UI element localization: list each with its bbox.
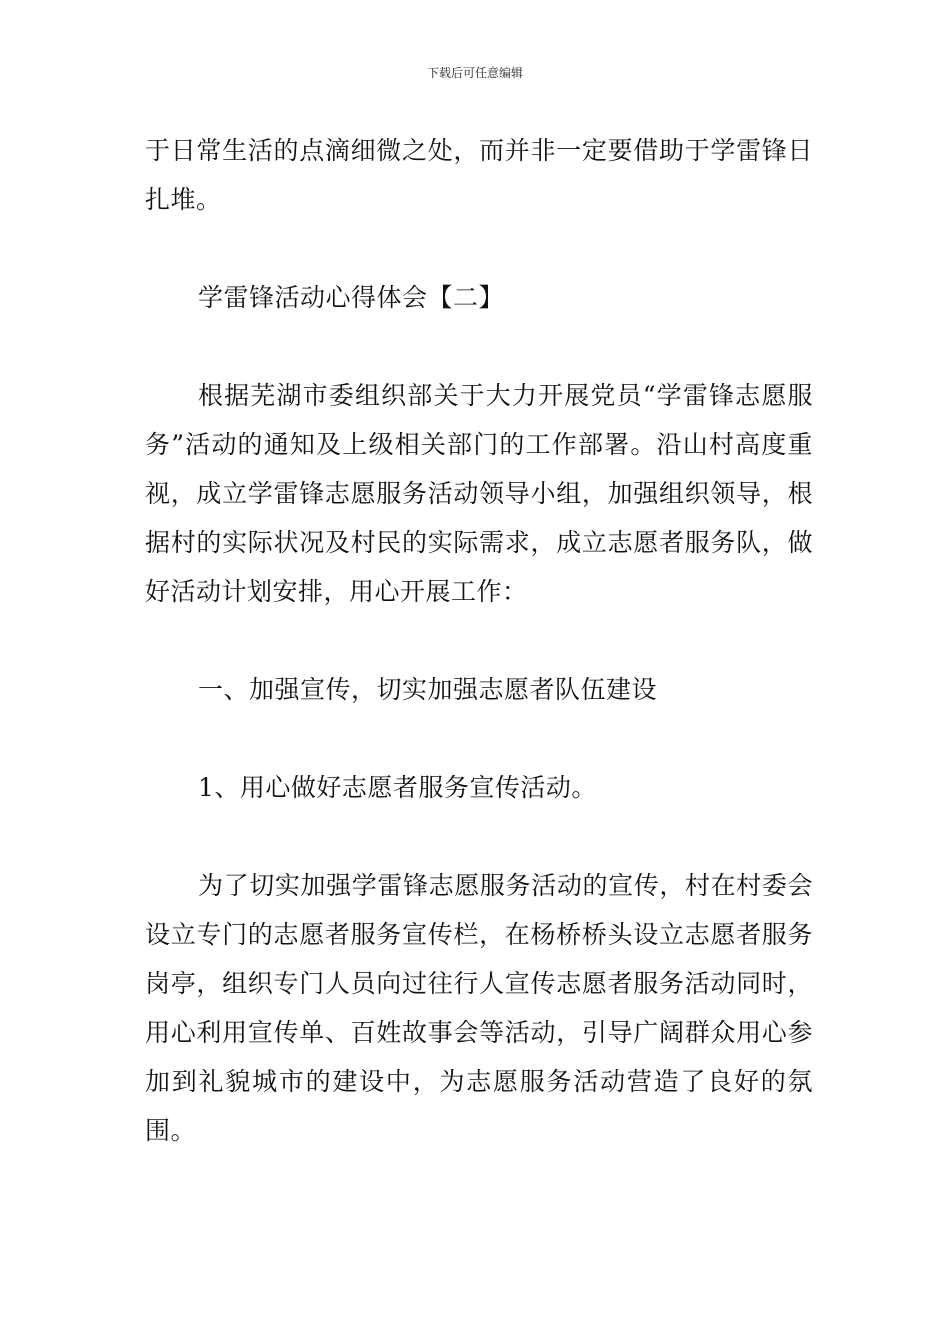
paragraph-intro: 根据芜湖市委组织部关于大力开展党员“学雷锋志愿服务”活动的通知及上级相关部门的工作部署。沿山村高度重视，成立学雷锋志愿服务活动领导小组，加强组织领导，根据村的实际状况及村民的实际需求，成立志愿者服务队，做好活动计划安排，用心开展工作： <box>145 381 813 606</box>
document-body <box>145 126 813 1155</box>
section-heading: 学雷锋活动心得体会【二】 <box>198 283 505 312</box>
paragraph-publicity: 为了切实加强学雷锋志愿服务活动的宣传，村在村委会设立专门的志愿者服务宣传栏，在杨桥桥头设立志愿者服务岗亭，组织专门人员向过往行人宣传志愿者服务活动同时，用心利用宣传单、百姓故事会等活动，引导广阔群众用心参加到礼貌城市的建设中，为志愿服务活动营造了良好的氛围。 <box>145 871 813 1145</box>
subsection-heading: 一、加强宣传，切实加强志愿者队伍建设 <box>198 675 658 704</box>
page-header-note: 下载后可任意编辑 <box>426 66 523 80</box>
paragraph-continuation: 于日常生活的点滴细微之处，而并非一定要借助于学雷锋日扎堆。 <box>145 136 813 214</box>
item-heading: 1、用心做好志愿者服务宣传活动。 <box>198 773 597 802</box>
